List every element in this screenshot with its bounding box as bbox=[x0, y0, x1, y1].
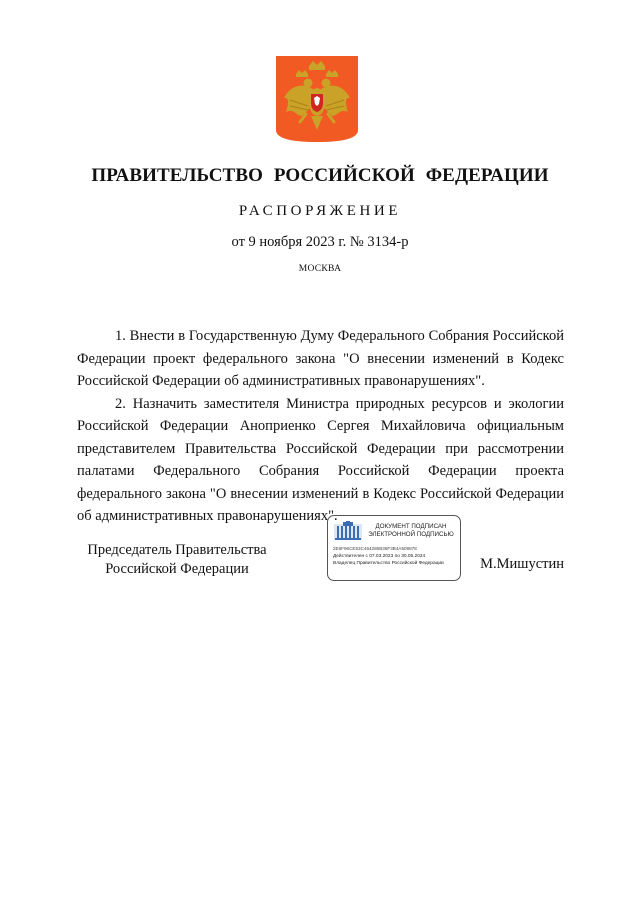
esignature-title-line-2: ЭЛЕКТРОННОЙ ПОДПИСЬЮ bbox=[368, 531, 454, 538]
coat-of-arms-icon bbox=[276, 56, 358, 142]
signer-name: М.Мишустин bbox=[480, 556, 564, 572]
esignature-validity: Действителен с 07.03.2023 по 30.05.2024 bbox=[333, 554, 426, 559]
document-body bbox=[77, 325, 564, 528]
esignature-serial: 2E6F96CE53C464286B36F3B4A50987E bbox=[333, 546, 418, 551]
document-type: РАСПОРЯЖЕНИЕ bbox=[238, 203, 402, 219]
esignature-title-line-1: ДОКУМЕНТ ПОДПИСАН bbox=[375, 523, 447, 530]
signer-position-line-1: Председатель Правительства bbox=[87, 542, 267, 558]
signer-position bbox=[77, 541, 277, 579]
issue-city: МОСКВА bbox=[298, 264, 342, 274]
esignature-title bbox=[364, 523, 458, 539]
paragraph-2: 2. Назначить заместителя Министра природных ресурсов и экологии Российской Федерации Аноприенко Сергея Михайловича официальным представителем Правительства Российской Федерации при рассмотрении палатами Федерального Собрания Российской Федерации проекта федерального закона "О внесении изменений в Кодекс Российской Федерации об административных правонарушениях". bbox=[77, 395, 564, 524]
electronic-signature-stamp bbox=[327, 515, 461, 581]
document-date-number: от 9 ноября 2023 г. № 3134-р bbox=[231, 234, 409, 250]
government-title: ПРАВИТЕЛЬСТВО РОССИЙСКОЙ ФЕДЕРАЦИИ bbox=[91, 165, 549, 186]
paragraph-1: 1. Внести в Государственную Думу Федерального Собрания Российской Федерации проект федерального закона "О внесении изменений в Кодекс Российской Федерации об административных правонарушениях". bbox=[77, 328, 564, 389]
esignature-owner: Владелец Правительство Российской Федерации bbox=[333, 561, 444, 566]
government-building-icon bbox=[333, 521, 363, 541]
signer-position-line-2: Российской Федерации bbox=[105, 561, 249, 577]
